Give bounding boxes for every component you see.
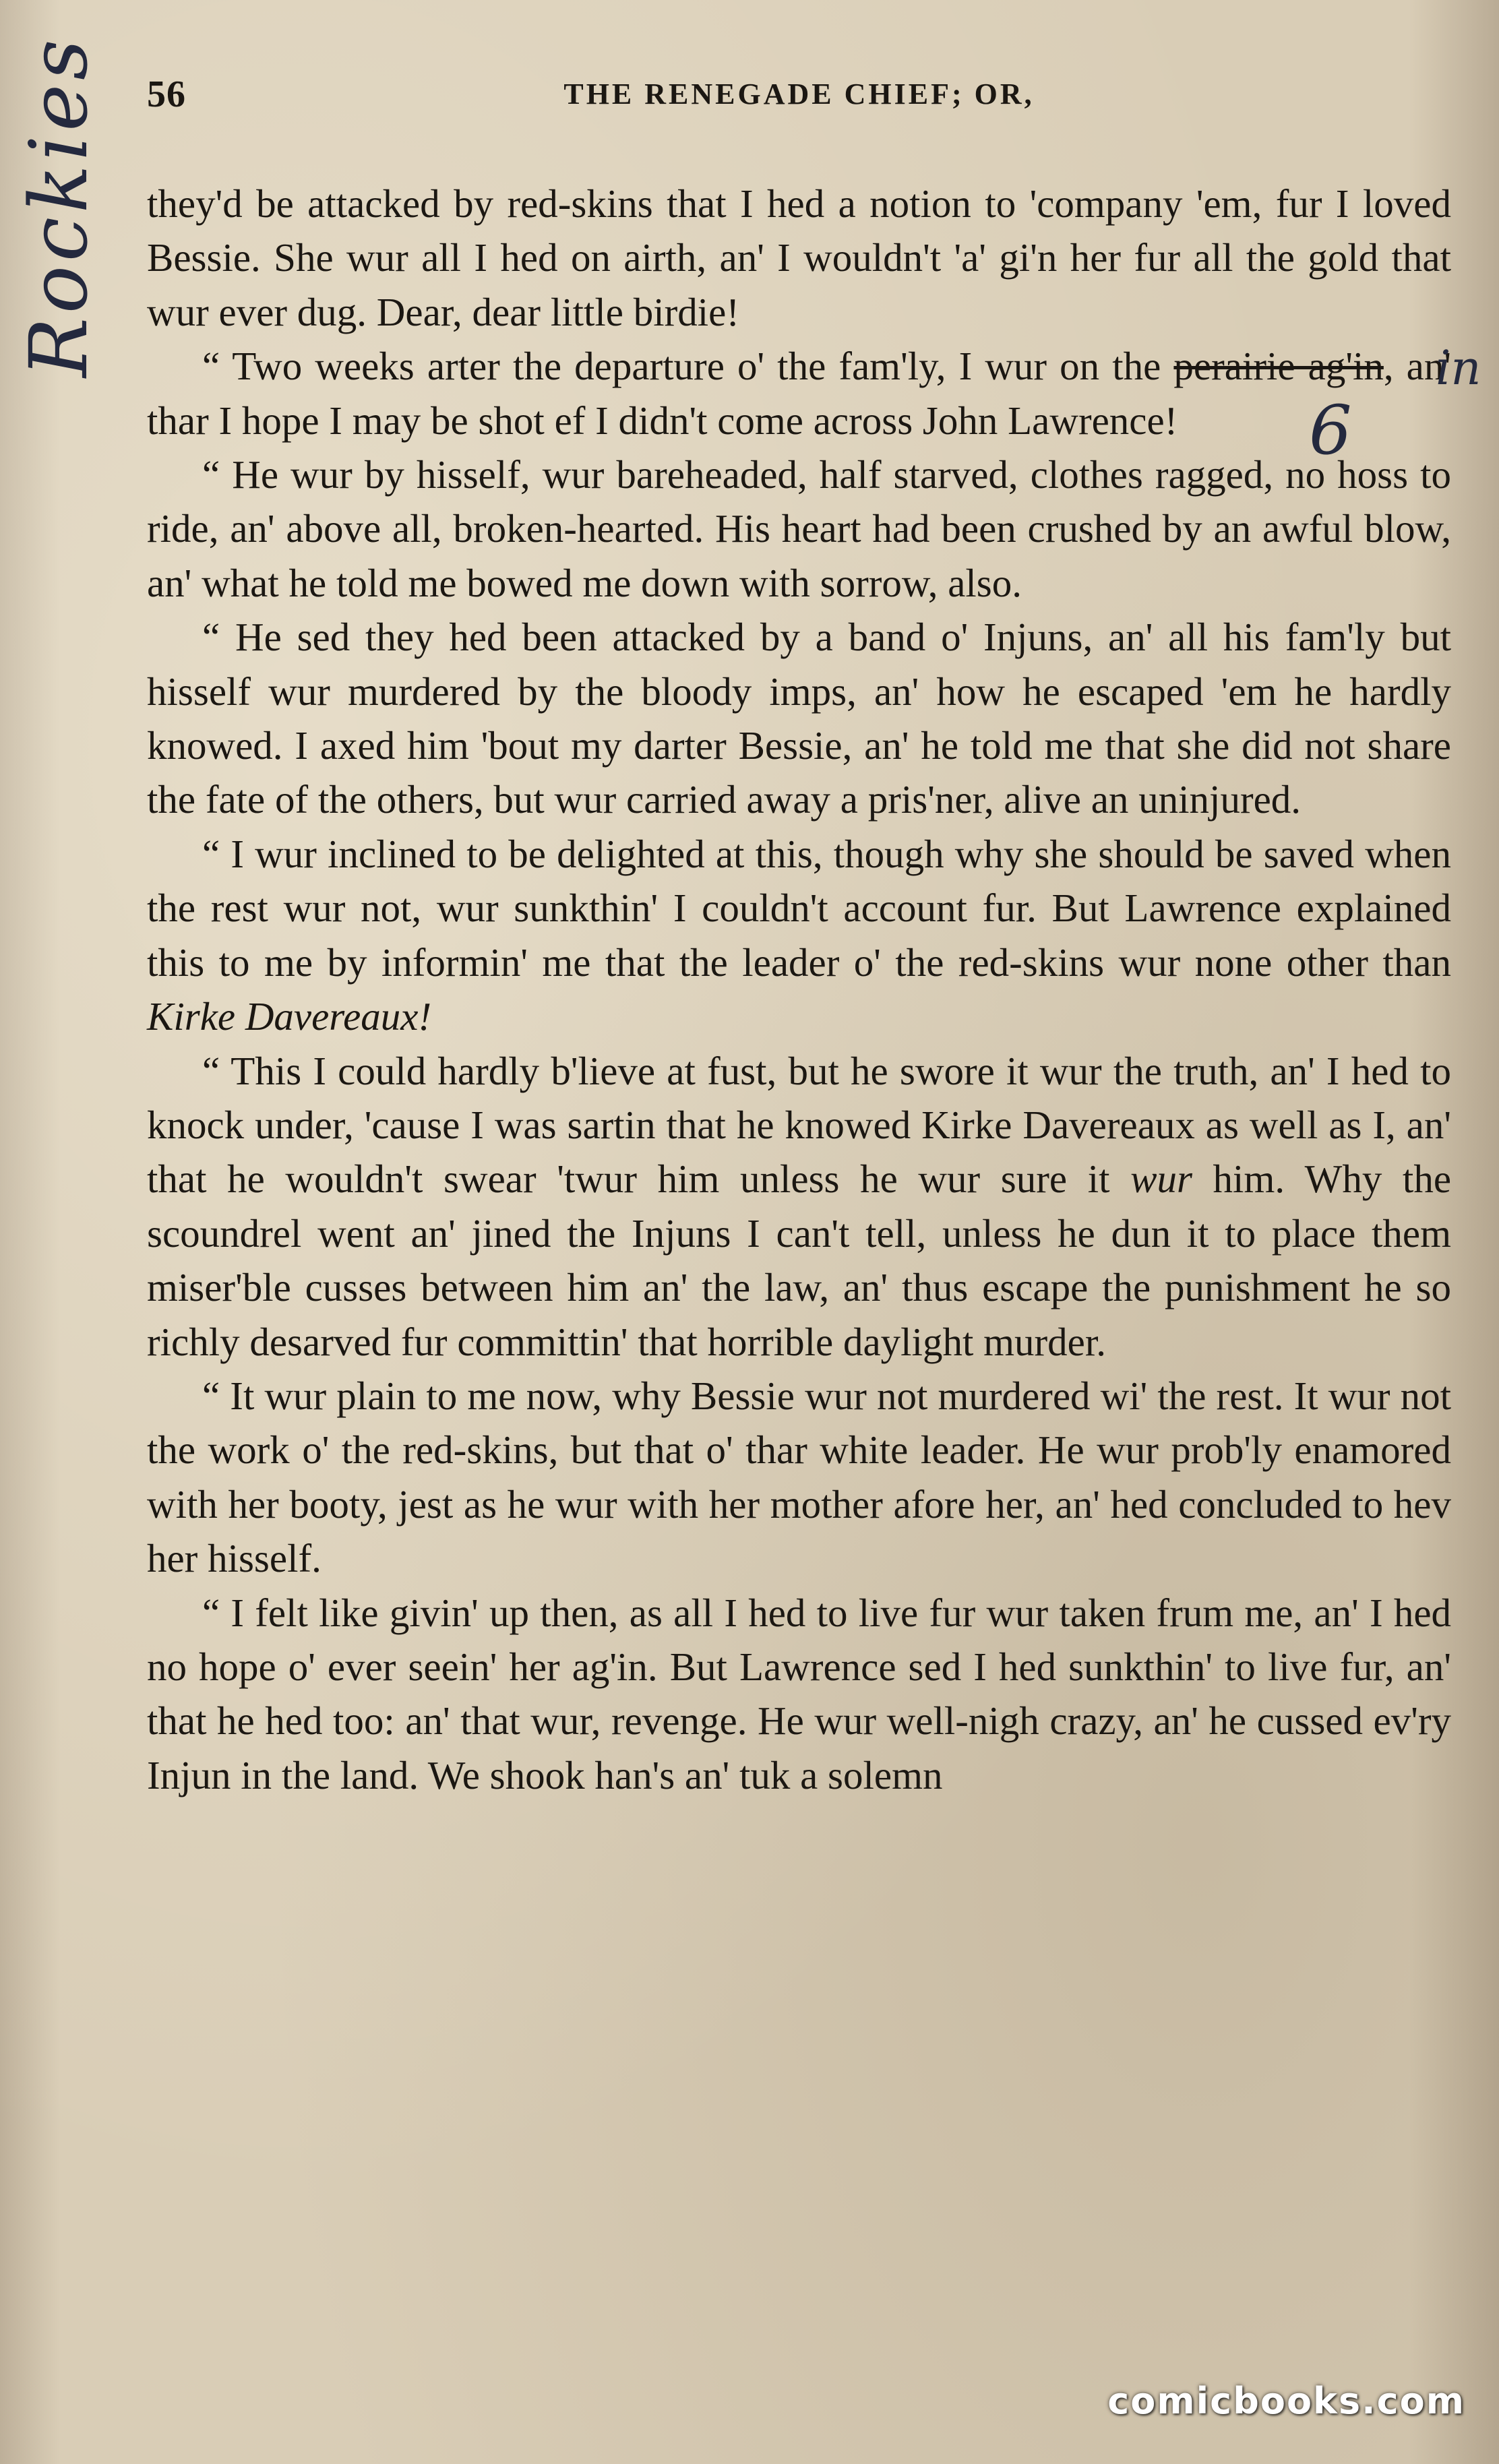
handwritten-correction-mark: 6	[1309, 391, 1352, 470]
paragraph-5-start: “ I wur inclined to be delighted at this, though why she should be saved when the rest wur not, wur sunkthin' I couldn't account fur. But Lawrence explained this to me by informin' me that the leader o' the red-skins wur none other than	[147, 831, 1451, 985]
watermark: comicbooks.com	[1107, 2380, 1465, 2422]
running-title: THE RENEGADE CHIEF; OR,	[563, 78, 1035, 111]
paragraph-4: “ He sed they hed been attacked by a band o' Injuns, an' all his fam'ly but hisself wur murdered by the bloody imps, an' how he escaped 'em he hardly knowed. I axed him 'bout my darter Bessie, an' he told me that she did not share the fate of the others, but wur carried away a pris'ner, alive an uninjured.	[147, 615, 1451, 822]
paragraph-6-end: him. Why the scoundrel went an' jined the Injuns I can't tell, unless he dun it to place them miser'ble cusses between him an' the law, an' thus escape the punishment he so richly desarved fur committin' that horrible daylight murder.	[147, 1157, 1452, 1364]
handwritten-correction: in	[1436, 340, 1481, 396]
page-header	[147, 67, 1451, 121]
paragraph-2	[147, 339, 1451, 448]
paragraph-6-start: “ This I could hardly b'lieve at fust, but he swore it wur the truth, an' I hed to knock under, 'cause I was sartin that he knowed Kirke Davereaux as well as I, an' that he wouldn't swear 'twur him unless he wur sure it	[147, 1048, 1451, 1202]
italic-emphasis: wur	[1130, 1157, 1192, 1202]
struck-through-text: perairie ag'in	[1173, 344, 1384, 389]
paragraph-6	[147, 1044, 1451, 1369]
italic-name: Kirke Davereaux!	[147, 994, 432, 1039]
paragraph-8: “ I felt like givin' up then, as all I hed to live fur wur taken frum me, an' I hed no hope o' ever seein' her ag'in. But Lawrence sed I hed sunkthin' to live fur, an' that he hed too: an' that wur, revenge. He wur well-nigh crazy, an' he cussed ev'ry Injun in the land. We shook han's an' tuk a solemn	[147, 1590, 1451, 1797]
paragraph-3: “ He wur by hisself, wur bareheaded, half starved, clothes ragged, no hoss to ride, an' above all, broken-hearted. His heart had been crushed by an awful blow, an' what he told me bowed me down with sorrow, also.	[147, 452, 1451, 605]
body-text	[147, 177, 1451, 1802]
paragraph-7: “ It wur plain to me now, why Bessie wur not murdered wi' the rest. It wur not the work o' the red-skins, but that o' thar white leader. He wur prob'ly enamored with her booty, jest as he wur with her mother afore her, an' hed concluded to hev her hisself.	[147, 1373, 1451, 1581]
paragraph-1: they'd be attacked by red-skins that I hed a notion to 'company 'em, fur I loved Bessie. She wur all I hed on airth, an' I wouldn't 'a' gi'n her fur all the gold that wur ever dug. Dear, dear little birdie!	[147, 181, 1451, 334]
paragraph-5	[147, 827, 1451, 1044]
page-number: 56	[147, 73, 186, 115]
handwritten-margin-note: Rockies	[12, 35, 105, 377]
paragraph-2-end: , an' thar I hope I may be shot ef I didn't come across John Lawrence!	[147, 344, 1451, 443]
paragraph-2-start: “ Two weeks arter the departure o' the fam'ly, I wur on the	[202, 344, 1174, 389]
